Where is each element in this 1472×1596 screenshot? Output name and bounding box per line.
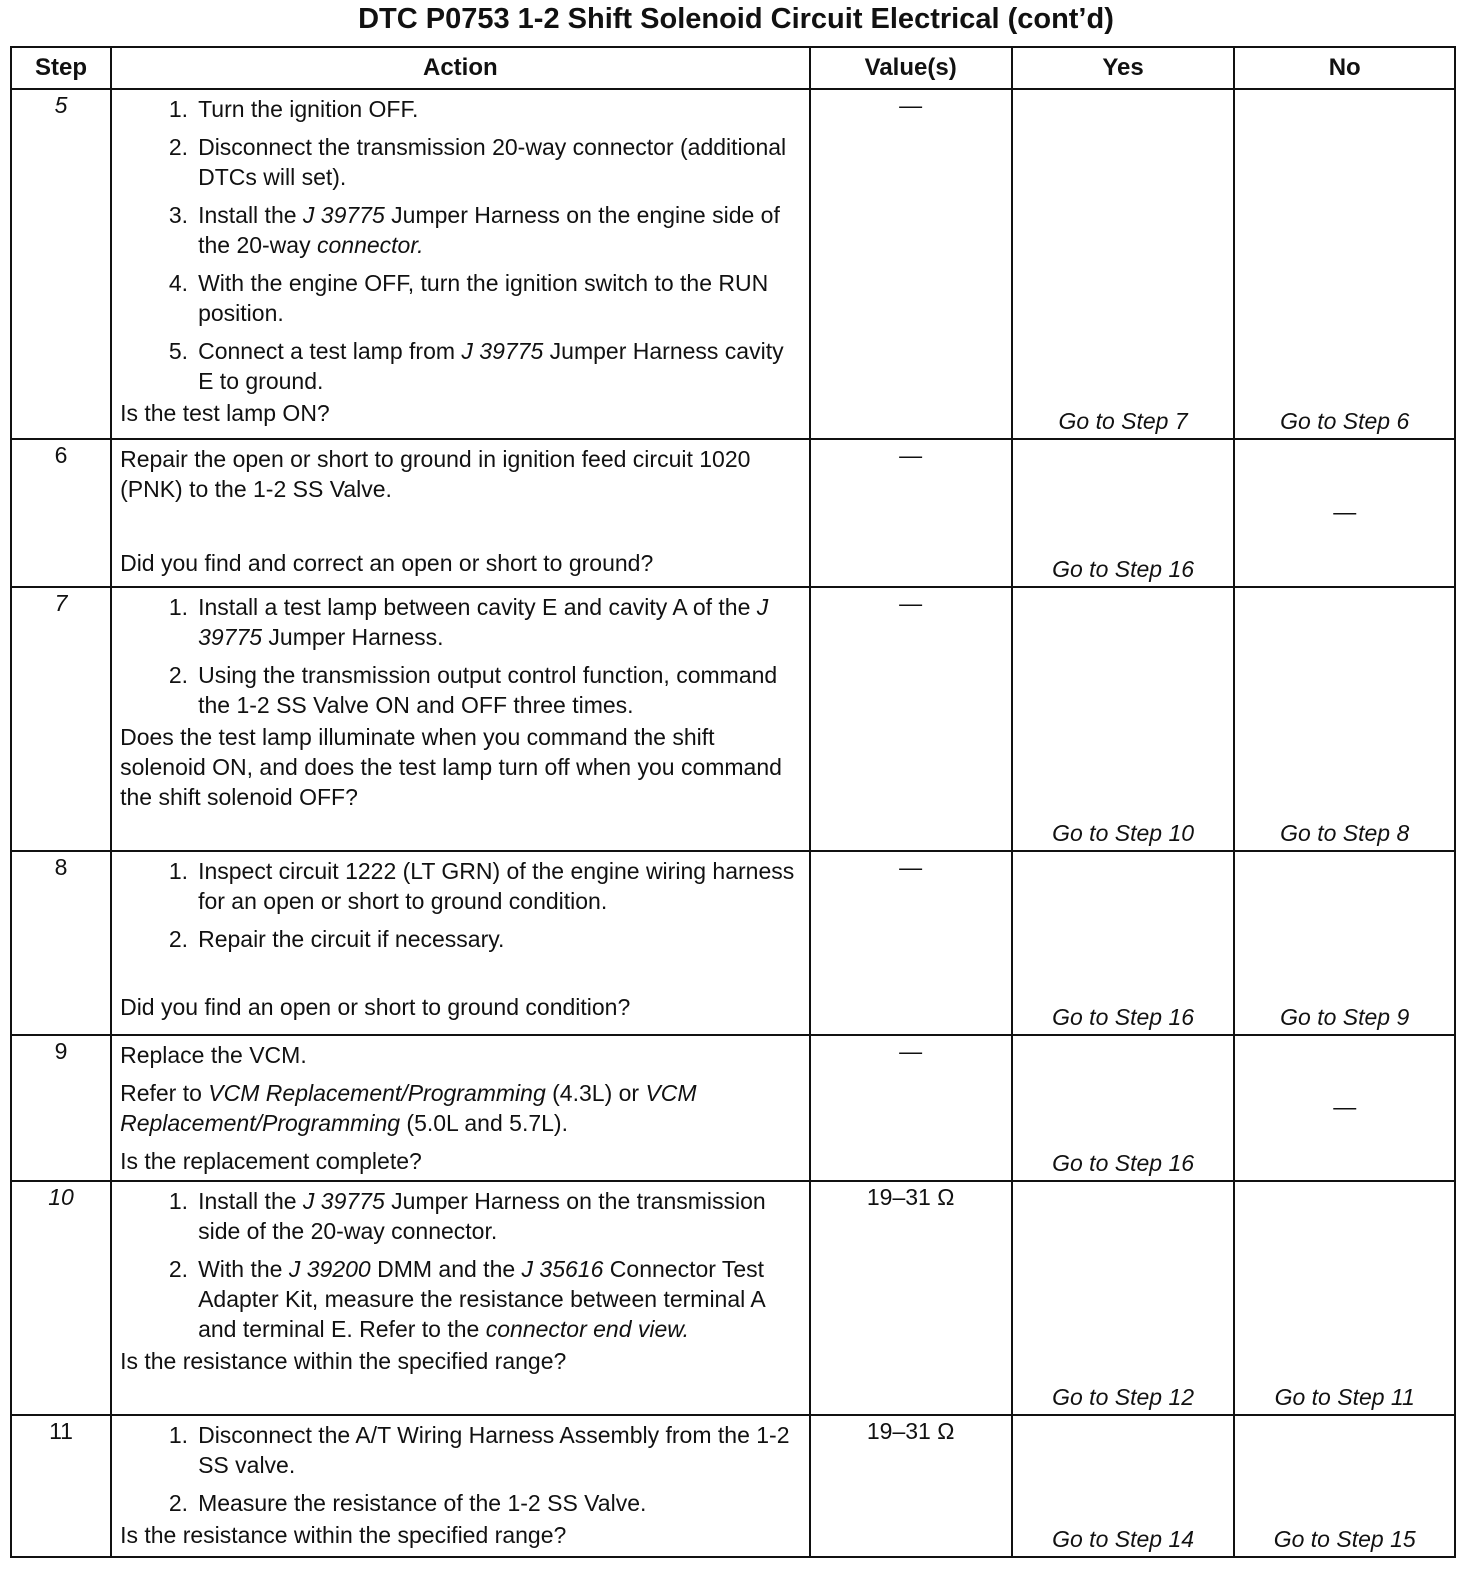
reference-text: Refer to VCM Replacement/Programming (4.3L) or VCM Replacement/Programming (5.0L and 5.7L). [120, 1080, 697, 1136]
value-cell: — [810, 89, 1012, 439]
no-cell [1234, 1415, 1455, 1557]
list-item [120, 1186, 803, 1246]
item-number: 1. [168, 1188, 189, 1214]
document-title: DTC P0753 1-2 Shift Solenoid Circuit Electrical (cont’d) [358, 3, 1114, 35]
action-cell [111, 587, 810, 851]
item-number: 3. [168, 202, 189, 228]
value-cell: 19–31 Ω [810, 1181, 1012, 1415]
list-item [120, 132, 803, 192]
item-text: With the engine OFF, turn the ignition switch to the RUN position. [198, 270, 769, 326]
yes-link: Go to Step 16 [1052, 1004, 1195, 1030]
action-text: Repair the open or short to ground in ignition feed circuit 1020 (PNK) to the 1-2 SS Valve. [120, 446, 751, 502]
step-number: 5 [11, 89, 111, 439]
table-row [11, 1415, 1455, 1557]
yes-link: Go to Step 7 [1058, 408, 1188, 434]
instruction-list [120, 592, 803, 720]
diagnostic-table [10, 46, 1456, 1558]
action-cell [111, 439, 810, 587]
value-cell: — [810, 851, 1012, 1035]
header-step: Step [11, 47, 111, 89]
action-cell [111, 851, 810, 1035]
item-number: 1. [168, 96, 189, 122]
step-number: 6 [11, 439, 111, 587]
doc-reference: VCM Replacement/Programming [208, 1080, 546, 1106]
item-text: Repair the circuit if necessary. [198, 926, 505, 952]
item-number: 2. [168, 926, 189, 952]
question-text: Does the test lamp illuminate when you command the shift solenoid ON, and does the test lamp turn off when you command the shift solenoid OFF? [120, 724, 782, 810]
tool-reference: J 39775 [302, 1188, 385, 1214]
list-item [120, 1420, 803, 1480]
instruction-list [120, 94, 803, 396]
tool-reference: J 39775 [302, 202, 385, 228]
step-number: 7 [11, 587, 111, 851]
instruction-list [120, 1186, 803, 1344]
item-number: 4. [168, 270, 189, 296]
item-text: Disconnect the transmission 20-way connector (additional DTCs will set). [198, 134, 787, 190]
value-cell: — [810, 587, 1012, 851]
header-values: Value(s) [810, 47, 1012, 89]
step-number: 8 [11, 851, 111, 1035]
table-row [11, 587, 1455, 851]
step-number: 11 [11, 1415, 111, 1557]
table-header-row [11, 47, 1455, 89]
item-text: Disconnect the A/T Wiring Harness Assembly from the 1-2 SS valve. [198, 1422, 790, 1478]
no-link: Go to Step 8 [1280, 820, 1410, 846]
no-cell [1234, 1181, 1455, 1415]
header-yes: Yes [1012, 47, 1235, 89]
table-row [11, 1035, 1455, 1181]
item-text: Install the J 39775 Jumper Harness on the transmission side of the 20-way connector. [198, 1188, 766, 1244]
list-item [120, 1254, 803, 1344]
list-item [120, 336, 803, 396]
table-row [11, 851, 1455, 1035]
no-cell [1234, 1035, 1455, 1181]
yes-cell [1012, 587, 1235, 851]
item-text: Using the transmission output control function, command the 1-2 SS Valve ON and OFF three times. [198, 662, 778, 718]
yes-link: Go to Step 14 [1052, 1526, 1195, 1552]
item-text: Turn the ignition OFF. [198, 96, 419, 122]
tool-reference: J 35616 [521, 1256, 604, 1282]
term-reference: connector end view. [485, 1316, 690, 1342]
value-cell: — [810, 439, 1012, 587]
item-number: 2. [168, 662, 189, 688]
step-number: 9 [11, 1035, 111, 1181]
yes-link: Go to Step 12 [1052, 1384, 1195, 1410]
no-cell [1234, 89, 1455, 439]
tool-reference: J 39775 [198, 594, 769, 650]
yes-link: Go to Step 16 [1052, 556, 1195, 582]
step-number: 10 [11, 1181, 111, 1415]
item-text: With the J 39200 DMM and the J 35616 Connector Test Adapter Kit, measure the resistance between terminal A and terminal E. Refer to the connector end view. [198, 1256, 765, 1342]
item-text: Install a test lamp between cavity E and cavity A of the J 39775 Jumper Harness. [198, 594, 769, 650]
doc-reference: VCM Replacement/Programming [120, 1080, 697, 1136]
list-item [120, 924, 803, 954]
item-number: 1. [168, 594, 189, 620]
no-value: — [1333, 498, 1357, 525]
yes-cell [1012, 89, 1235, 439]
no-cell [1234, 587, 1455, 851]
item-number: 5. [168, 338, 189, 364]
yes-link: Go to Step 10 [1052, 820, 1195, 846]
list-item [120, 94, 803, 124]
item-number: 2. [168, 1490, 189, 1516]
item-text: Inspect circuit 1222 (LT GRN) of the engine wiring harness for an open or short to ground condition. [198, 858, 795, 914]
list-item [120, 200, 803, 260]
no-value: — [1333, 1093, 1357, 1120]
item-text: Connect a test lamp from J 39775 Jumper Harness cavity E to ground. [198, 338, 784, 394]
term-reference: connector. [316, 232, 424, 258]
item-number: 1. [168, 858, 189, 884]
question-text: Is the resistance within the specified range? [120, 1522, 567, 1548]
table-row [11, 439, 1455, 587]
yes-cell [1012, 439, 1235, 587]
action-cell [111, 89, 810, 439]
table-row [11, 89, 1455, 439]
question-text: Did you find and correct an open or short to ground? [120, 550, 654, 576]
item-text: Measure the resistance of the 1-2 SS Valve. [198, 1490, 647, 1516]
yes-link: Go to Step 16 [1052, 1150, 1195, 1176]
value-cell: 19–31 Ω [810, 1415, 1012, 1557]
question-text: Did you find an open or short to ground condition? [120, 994, 631, 1020]
item-number: 2. [168, 134, 189, 160]
yes-cell [1012, 851, 1235, 1035]
table-row [11, 1181, 1455, 1415]
no-cell [1234, 851, 1455, 1035]
no-cell [1234, 439, 1455, 587]
no-link: Go to Step 9 [1280, 1004, 1410, 1030]
yes-cell [1012, 1181, 1235, 1415]
action-cell [111, 1035, 810, 1181]
value-cell: — [810, 1035, 1012, 1181]
header-no: No [1234, 47, 1455, 89]
yes-cell [1012, 1415, 1235, 1557]
no-link: Go to Step 15 [1273, 1526, 1416, 1552]
question-text: Is the resistance within the specified range? [120, 1348, 567, 1374]
action-text: Replace the VCM. [120, 1042, 307, 1068]
instruction-list [120, 1420, 803, 1518]
list-item [120, 1488, 803, 1518]
no-link: Go to Step 11 [1274, 1384, 1415, 1410]
action-cell [111, 1181, 810, 1415]
item-number: 2. [168, 1256, 189, 1282]
tool-reference: J 39200 [288, 1256, 371, 1282]
question-text: Is the test lamp ON? [120, 400, 330, 426]
tool-reference: J 39775 [461, 338, 544, 364]
instruction-list [120, 856, 803, 954]
question-text: Is the replacement complete? [120, 1148, 422, 1174]
list-item [120, 268, 803, 328]
item-number: 1. [168, 1422, 189, 1448]
list-item [120, 856, 803, 916]
header-action: Action [111, 47, 810, 89]
list-item [120, 592, 803, 652]
item-text: Install the J 39775 Jumper Harness on the engine side of the 20-way connector. [198, 202, 780, 258]
action-cell [111, 1415, 810, 1557]
list-item [120, 660, 803, 720]
yes-cell [1012, 1035, 1235, 1181]
no-link: Go to Step 6 [1280, 408, 1410, 434]
